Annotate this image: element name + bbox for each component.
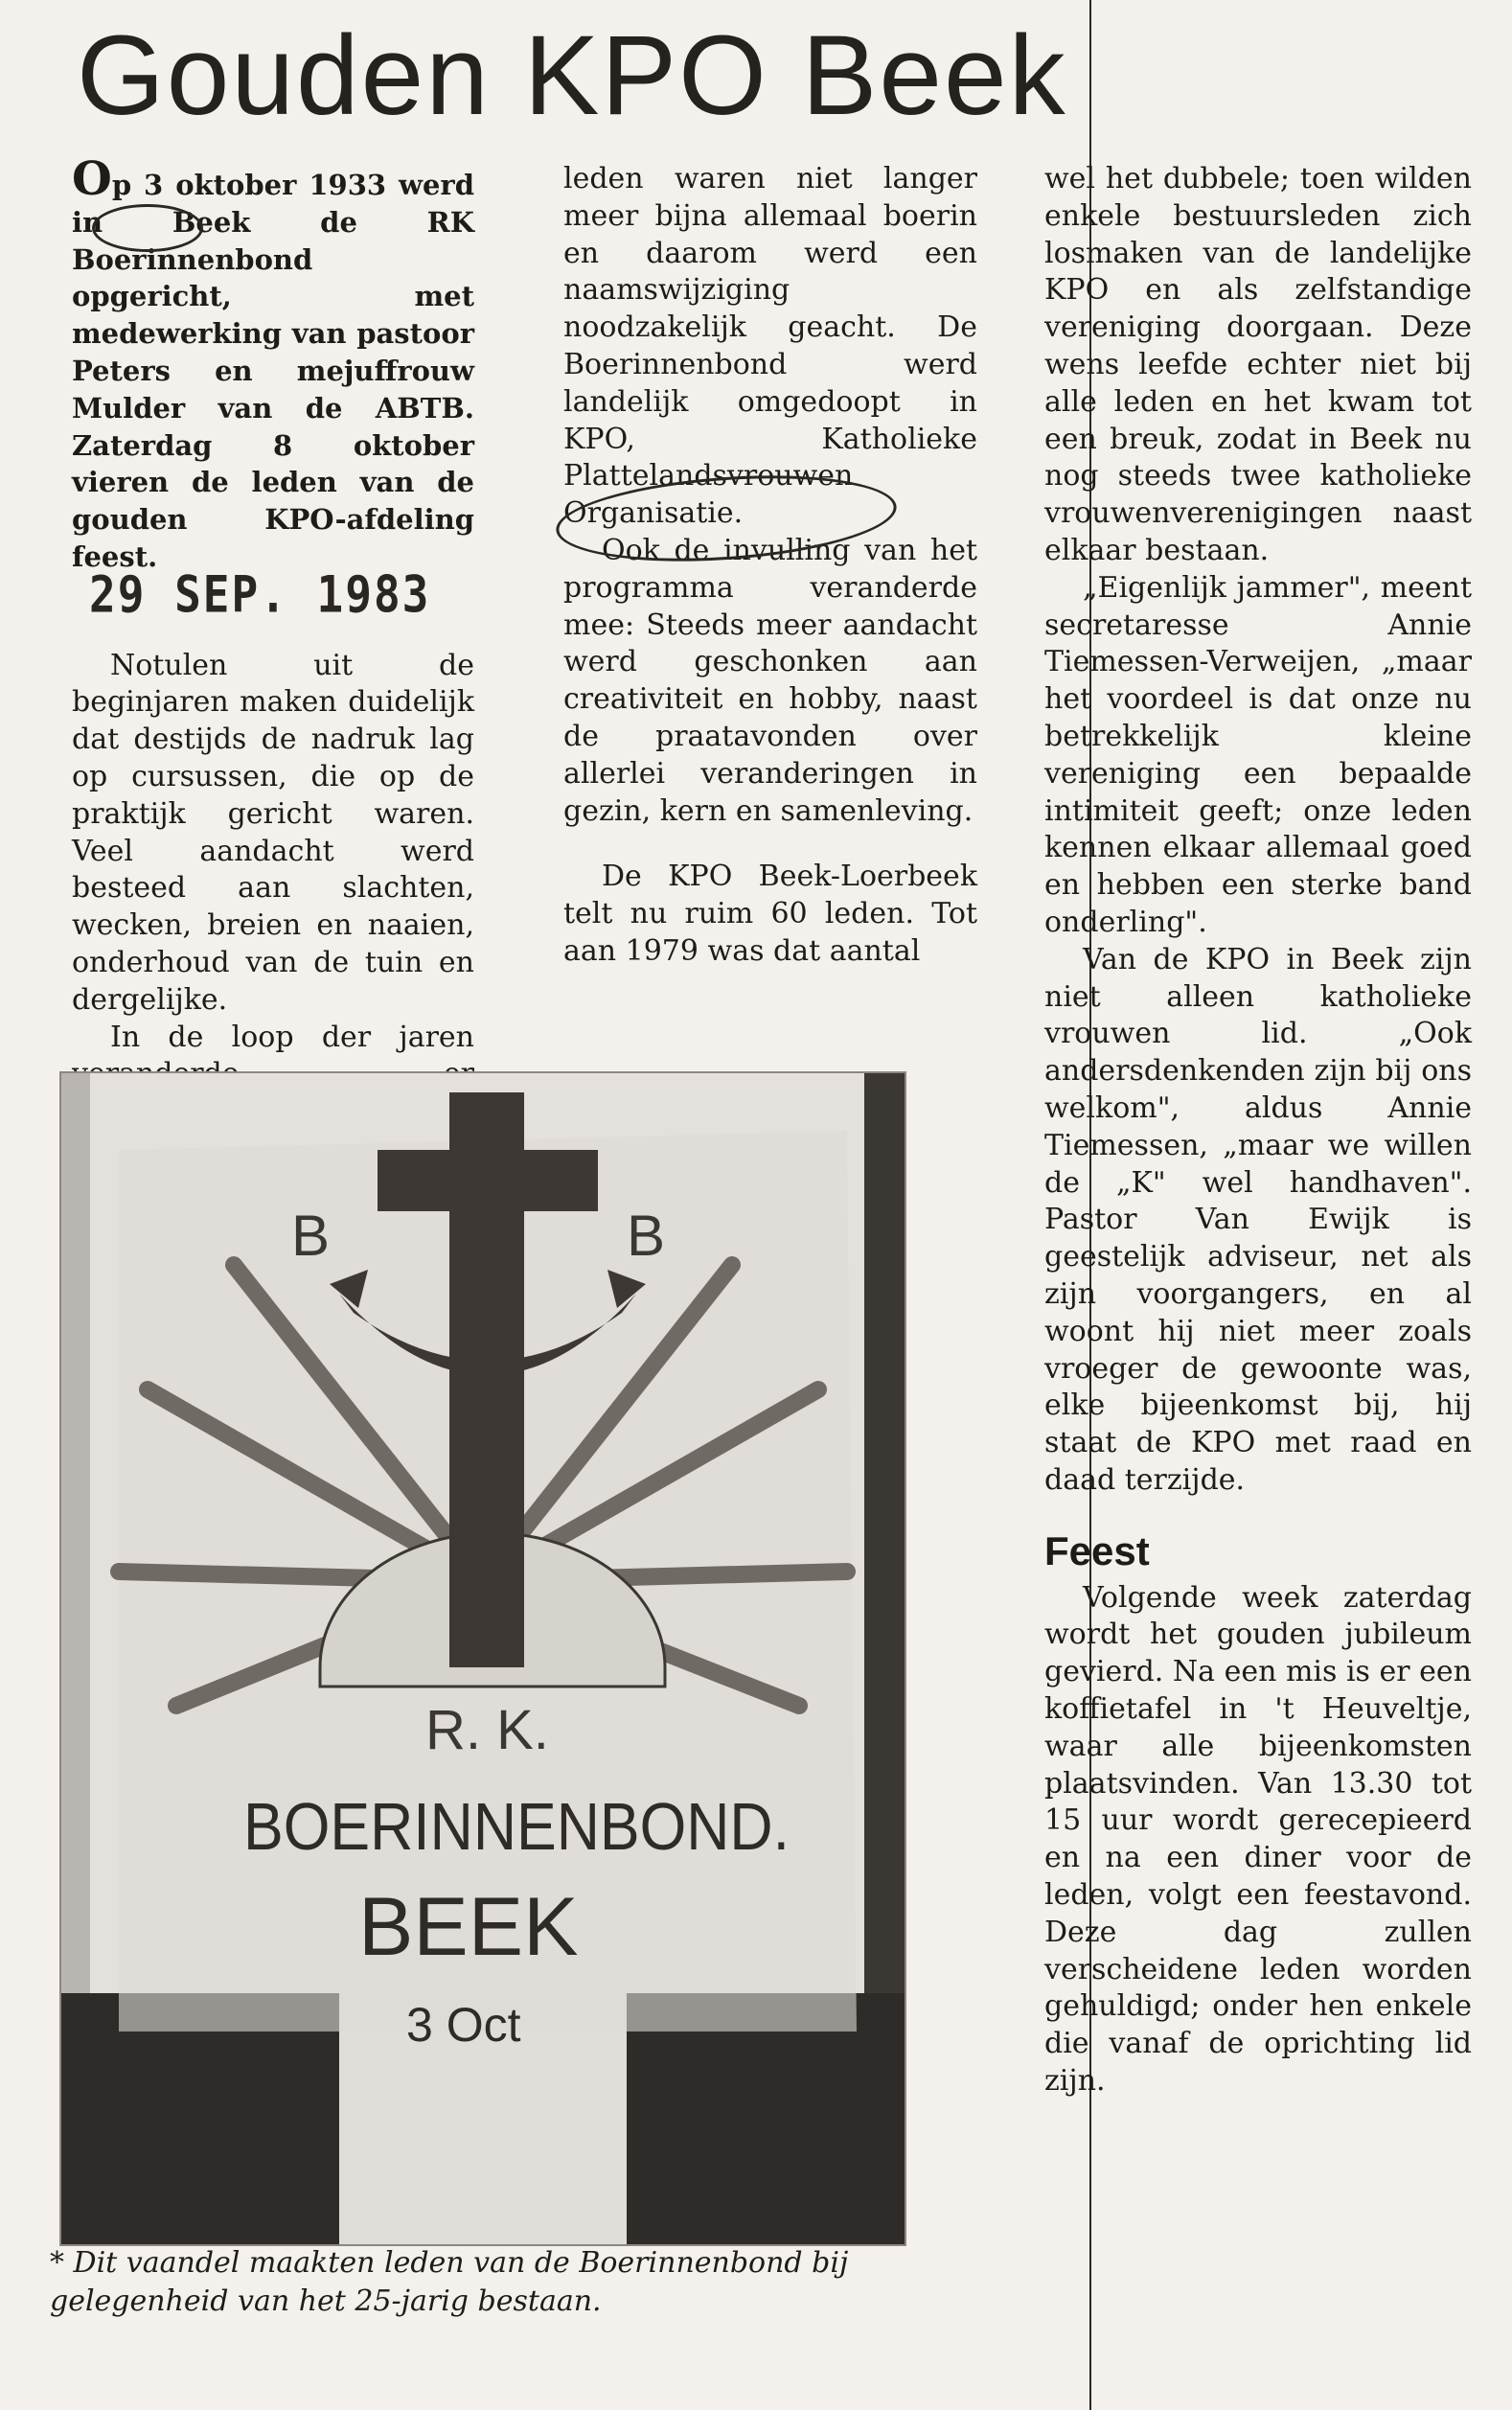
paragraph: In de loop der jaren xyxy=(110,1020,474,1054)
banner-photo xyxy=(59,1071,906,2246)
photo-caption: * Dit vaandel maakten leden van de Boerinnenbond bij gelegenheid van het 25-jarig bestaan. xyxy=(50,2246,849,2318)
paragraph: wel het dubbele; toen wilden enkele bestuursleden zich losmaken van de landelijke KPO en als zelfstandige vereniging doorgaan. Deze wens leefde echter niet bij alle leden en het kwam tot een breuk, zodat in Beek nu nog steeds twee katholieke vrouwenverenigingen naast elkaar bestaan. xyxy=(1044,162,1472,567)
date-stamp: 29 SEP. 1983 xyxy=(89,563,431,624)
banner-letter-left: B xyxy=(291,1204,331,1268)
paragraph: Volgende week zaterdag wordt het gouden jubileum gevierd. Na een mis is er een koffietafel in 't Heuveltje, waar alle bijeenkomsten plaatsvinden. Van 13.30 tot 15 uur wordt gerecepieerd en na een diner voor de leden, volgt een feestavond. Deze dag zullen verscheidene leden worden gehuldigd; onder hen enkele die vanaf de oprichting lid zijn. xyxy=(1044,1580,1472,2099)
banner-text-line-4: 3 Oct xyxy=(406,1998,521,2052)
paragraph: Ook de invulling van het programma veranderde mee: Steeds meer aandacht werd geschonken aan creativiteit en hobby, naast de praatavonden over allerlei veranderingen in gezin, kern en samenleving. xyxy=(563,533,977,828)
paragraph: „Eigenlijk jammer", meent secretaresse Annie Tiemessen-Verweijen, „maar het voordeel is dat onze nu betrekkelijk kleine vereniging een bepaalde intimiteit geeft; onze leden kennen elkaar allemaal goed en hebben een sterke band onderling". xyxy=(1044,570,1472,939)
paragraph: Van de KPO in Beek zijn niet alleen katholieke vrouwen lid. „Ook andersdenkenden zijn bij ons welkom", aldus Annie Tiemessen, „maar we willen de „K" wel handhaven". Pastor Van Ewijk is geestelijk adviseur, net als zijn voorgangers, en al woont hij niet meer zoals vroeger de gewoonte was, elke bijeenkomst bij, hij staat de KPO met raad en daad terzijde. xyxy=(1044,942,1472,1497)
headline: Gouden KPO Beek xyxy=(77,12,1067,139)
column-1 xyxy=(72,152,474,1168)
banner-illustration xyxy=(61,1073,905,2244)
banner-text-line-2: BOERINNENBOND. xyxy=(243,1789,790,1864)
column-3 xyxy=(1044,161,1472,2100)
pen-circle-mark xyxy=(92,204,203,252)
drop-cap: O xyxy=(72,152,112,206)
column-2 xyxy=(563,161,977,971)
subheading: Feest xyxy=(1044,1527,1150,1573)
lead-text: p 3 oktober 1933 werd in Beek de RK Boerinnenbond opgericht, met medewerking van pastoor Peters en mejuffrouw Mulder van de ABTB. Zaterdag 8 oktober vieren de leden van de gouden KPO-afdeling feest. xyxy=(72,169,474,573)
paragraph: Notulen uit de beginjaren maken duidelijk dat destijds de nadruk lag op cursussen, die op de praktijk gericht waren. Veel aandacht werd besteed aan slachten, wecken, breien en naaien, onderhoud van de tuin en dergelijke. xyxy=(72,648,474,1017)
paragraph: leden waren niet langer meer bijna allemaal boerin en daarom werd een naamswijziging noodzakelijk geacht. De Boerinnenbond werd landelijk omgedoopt in KPO, Katholieke Plattelandsvrouwen Organisatie. xyxy=(563,162,977,531)
banner-text-line-1: R. K. xyxy=(425,1699,549,1761)
paragraph: De KPO Beek-Loerbeek telt nu ruim 60 leden. Tot aan 1979 was dat aantal xyxy=(563,860,977,968)
banner-letter-right: B xyxy=(627,1204,666,1268)
banner-text-line-3: BEEK xyxy=(358,1881,579,1973)
